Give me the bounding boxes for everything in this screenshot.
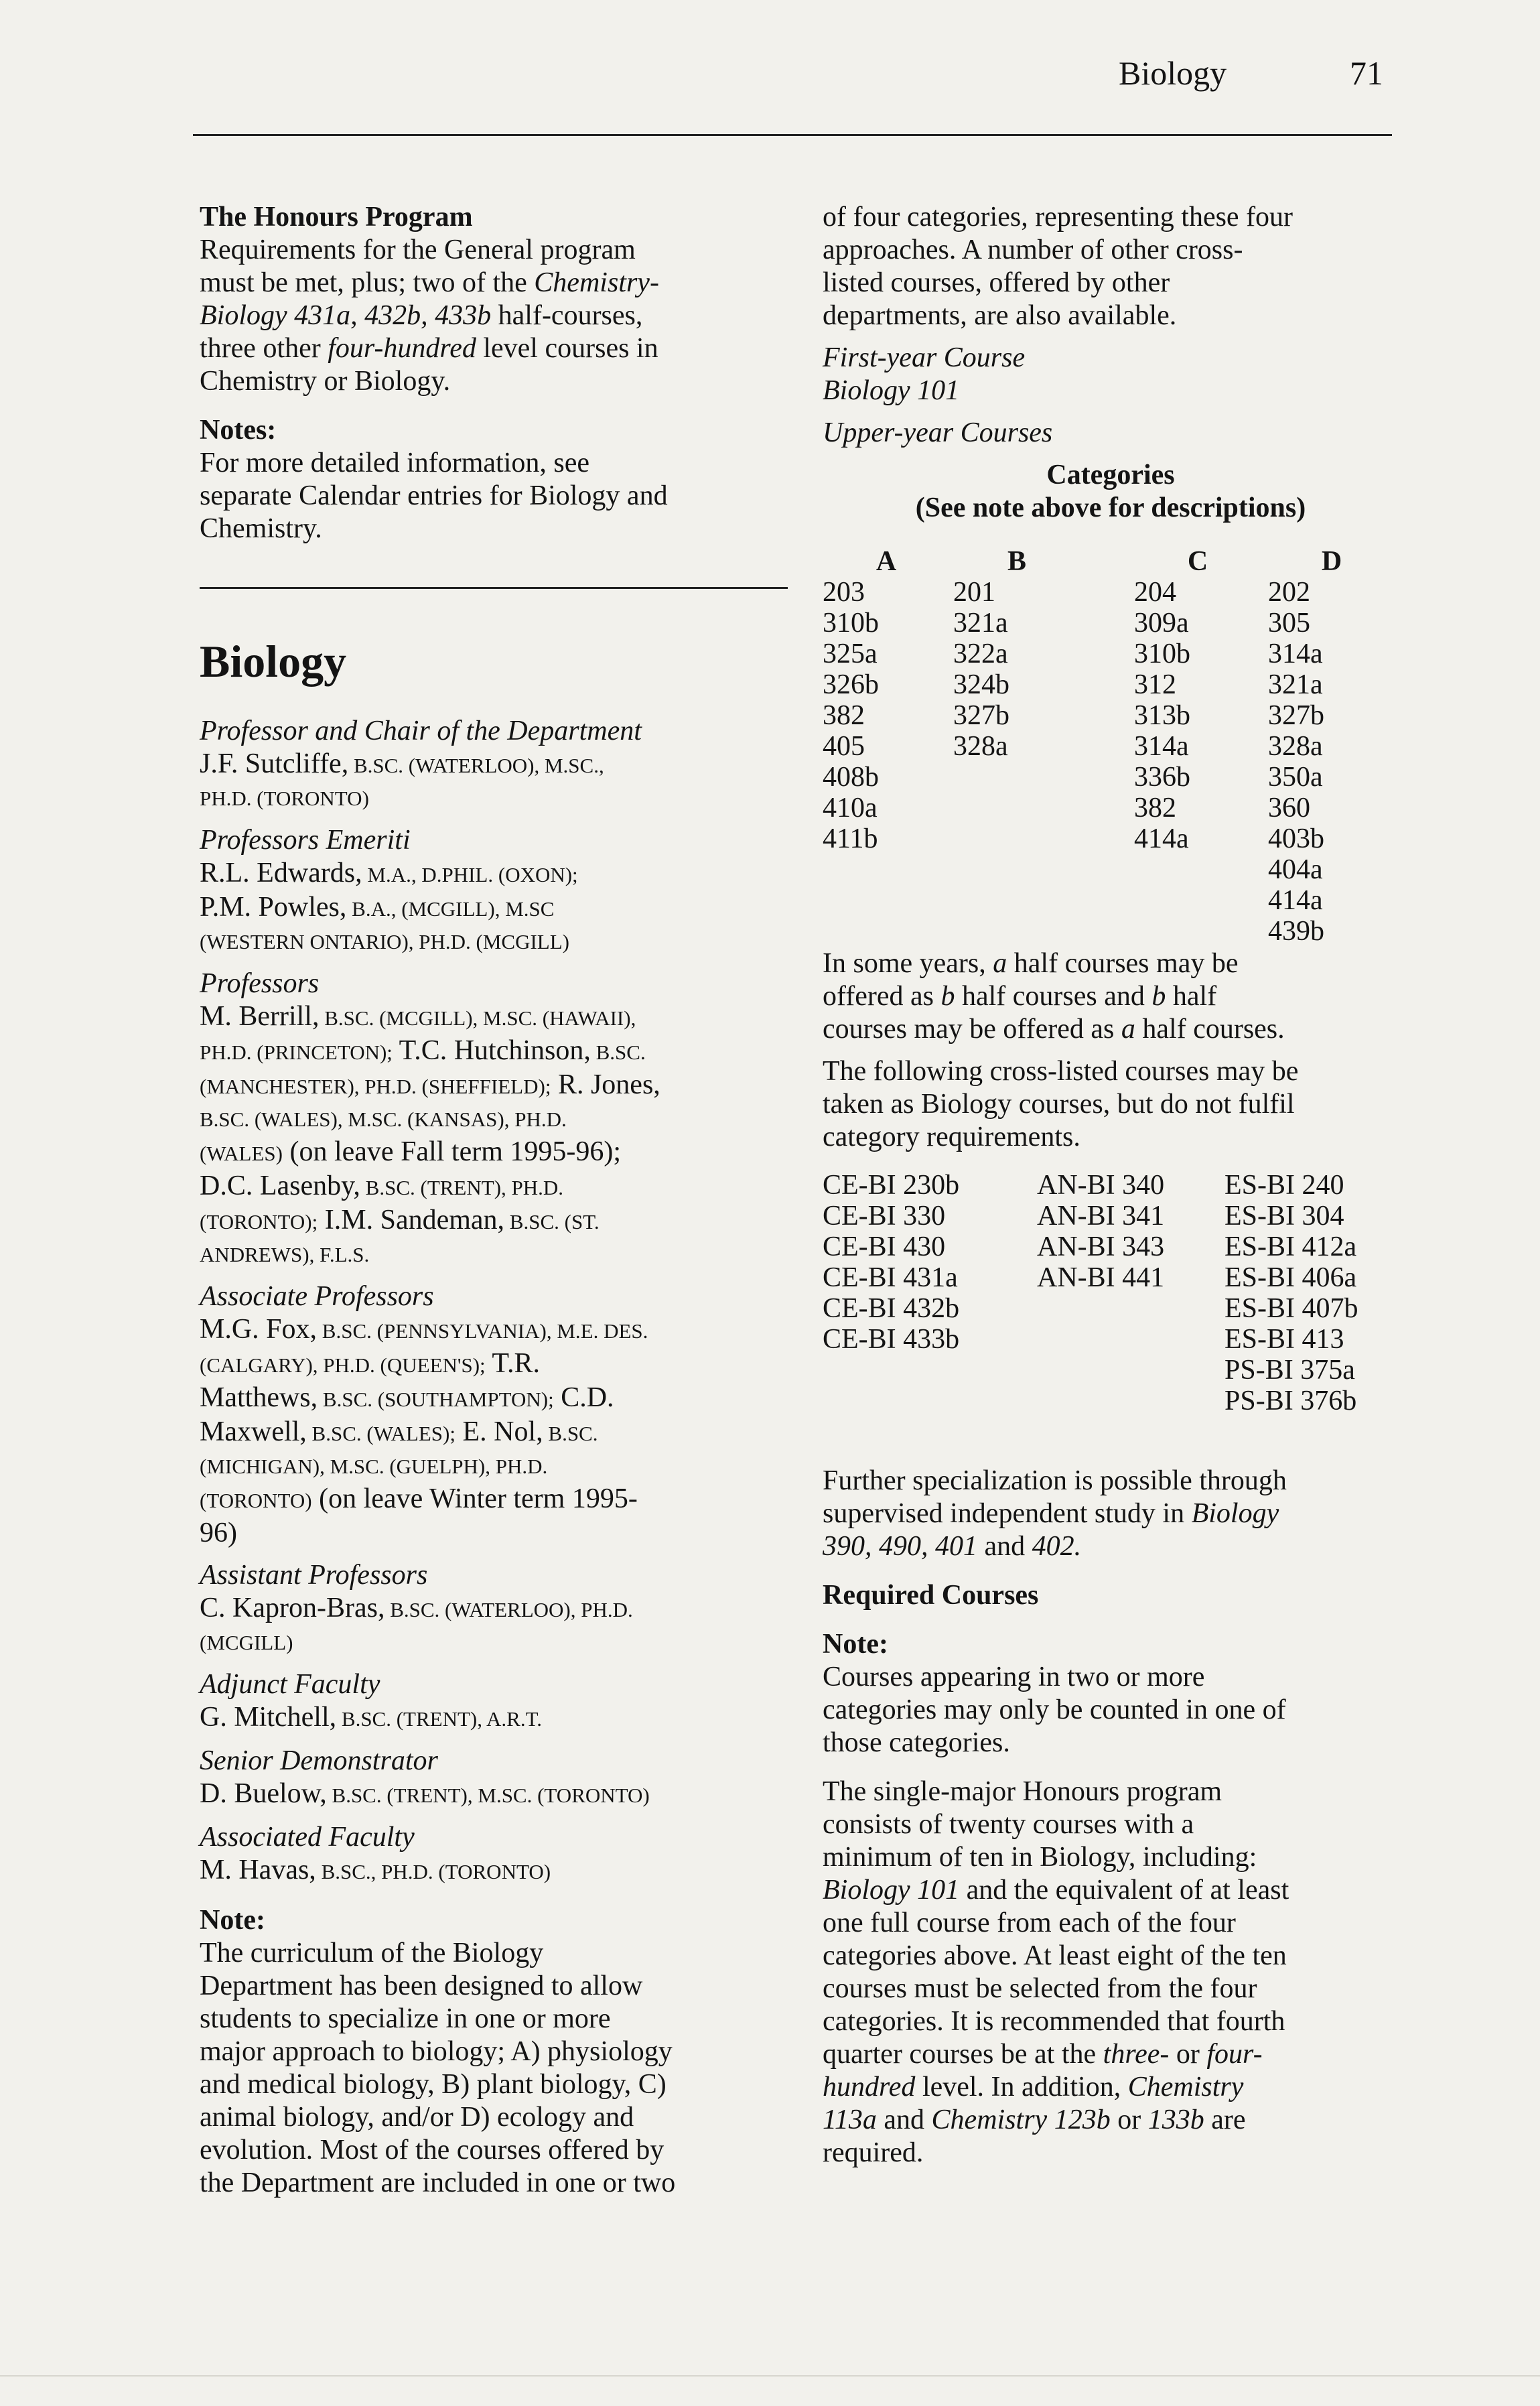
- cross-listed-item: AN-BI 343: [1037, 1231, 1165, 1262]
- category-item: 310b: [1134, 639, 1190, 669]
- cross-listed-column-ce: [823, 1170, 959, 1355]
- category-item: 313b: [1134, 700, 1190, 731]
- cross-listed-item: ES-BI 413: [1224, 1324, 1344, 1355]
- curriculum-note-continued: of four categories, representing these four approaches. A number of other cross- listed courses, offered by other departments, are also available.: [823, 202, 1293, 331]
- categories-title: Categories: [1046, 460, 1175, 490]
- category-item: 314a: [1134, 731, 1189, 762]
- categories-table: [823, 459, 1399, 947]
- category-item: 201: [953, 577, 995, 608]
- category-item: 203: [823, 577, 865, 608]
- category-item: 321a: [1268, 669, 1323, 700]
- scan-edge-line: [0, 2375, 1540, 2377]
- category-header-a: A: [876, 546, 897, 577]
- honours-notes-heading: Notes:: [200, 415, 277, 446]
- header-rule: [193, 134, 1392, 136]
- cross-listed-item: CE-BI 430: [823, 1231, 946, 1262]
- category-item: 410a: [823, 793, 878, 823]
- category-item: 382: [823, 700, 865, 731]
- faculty-title-emeriti: Professors Emeriti: [200, 825, 411, 856]
- faculty-title-adjunct: Adjunct Faculty: [200, 1669, 380, 1700]
- category-item: 414a: [1268, 885, 1323, 916]
- required-note-text: Courses appearing in two or more categories may only be counted in one of those categories.: [823, 1662, 1286, 1758]
- further-specialization: Further specialization is possible through supervised independent study in Biology 390, 490, 401 and 402.: [823, 1465, 1287, 1562]
- cross-listed-item: PS-BI 375a: [1224, 1355, 1355, 1386]
- category-item: 305: [1268, 608, 1310, 639]
- faculty-title-associate: Associate Professors: [200, 1281, 434, 1312]
- category-item: 327b: [953, 700, 1009, 731]
- cross-listed-table: [823, 1170, 1399, 1465]
- required-note-heading: Note:: [823, 1629, 888, 1660]
- category-item: 327b: [1268, 700, 1324, 731]
- category-item: 382: [1134, 793, 1176, 823]
- cross-listed-item: CE-BI 432b: [823, 1293, 960, 1324]
- category-item: 322a: [953, 639, 1008, 669]
- category-item: 309a: [1134, 608, 1189, 639]
- cross-listed-intro: The following cross-listed courses may be taken as Biology courses, but do not fulfil category requirements.: [823, 1056, 1299, 1152]
- category-item: 328a: [953, 731, 1008, 762]
- category-column-b: [953, 546, 1080, 762]
- cross-listed-item: ES-BI 407b: [1224, 1293, 1358, 1324]
- cross-listed-item: CE-BI 433b: [823, 1324, 960, 1355]
- cross-listed-item: ES-BI 412a: [1224, 1231, 1357, 1262]
- category-item: 404a: [1268, 854, 1323, 885]
- honours-text: Requirements for the General program must be met, plus; two of the Chemistry- Biology 431a, 432b, 433b half-courses, three other four-hundred level courses in Chemistry or Biology.: [200, 235, 659, 397]
- curriculum-note-text: The curriculum of the Biology Department has been designed to allow students to specialize in one or more major approach to biology; A) physiology and medical biology, B) plant biology, C) animal biology, and/or D) ecology and evolution. Most of the courses offered by the Department are included in one or two: [200, 1938, 676, 2198]
- category-item: 325a: [823, 639, 878, 669]
- cross-listed-item: ES-BI 304: [1224, 1201, 1344, 1231]
- category-column-d: [1268, 546, 1395, 947]
- category-item: 405: [823, 731, 865, 762]
- category-item: 321a: [953, 608, 1008, 639]
- honours-section: [200, 201, 789, 545]
- cross-listed-item: PS-BI 376b: [1224, 1386, 1357, 1416]
- category-column-a: [823, 546, 950, 854]
- category-item: 336b: [1134, 762, 1190, 793]
- category-item: 204: [1134, 577, 1176, 608]
- faculty-title-associated: Associated Faculty: [200, 1822, 415, 1853]
- faculty-title-chair: Professor and Chair of the Department: [200, 716, 642, 746]
- category-item: 408b: [823, 762, 879, 793]
- faculty-title-senior-demonstrator: Senior Demonstrator: [200, 1745, 438, 1776]
- left-column: [200, 201, 789, 2200]
- category-item: 360: [1268, 793, 1310, 823]
- upper-year-courses-heading: Upper-year Courses: [823, 417, 1053, 448]
- cross-listed-item: AN-BI 341: [1037, 1201, 1165, 1231]
- category-item: 310b: [823, 608, 879, 639]
- first-year-course: Biology 101: [823, 375, 960, 406]
- cross-listed-item: CE-BI 330: [823, 1201, 946, 1231]
- category-item: 202: [1268, 577, 1310, 608]
- right-column: [823, 201, 1399, 2169]
- category-item: 324b: [953, 669, 1009, 700]
- category-item: 312: [1134, 669, 1176, 700]
- running-header-title: Biology: [1119, 54, 1227, 92]
- honours-notes-text: For more detailed information, see separate Calendar entries for Biology and Chemistry.: [200, 448, 668, 544]
- category-header-c: C: [1187, 546, 1208, 577]
- cross-listed-item: CE-BI 431a: [823, 1262, 958, 1293]
- category-header-d: D: [1321, 546, 1342, 577]
- cross-listed-column-es-ps: [1224, 1170, 1358, 1416]
- section-divider: [200, 587, 788, 589]
- faculty-title-professors: Professors: [200, 968, 320, 999]
- category-item: 411b: [823, 823, 878, 854]
- faculty-list: Professor and Chair of the Department J.F. Sutcliffe, B.SC. (WATERLOO), M.SC., PH.D. (TORONTO) Professors Emeriti R.L. Edwards, M.A., D.PHIL. (OXON); P.M. Powles, B.A., (MCGILL), M.SC (WESTERN ONTARIO), PH.D. (MCGILL) Professors M. Berrill, B.SC. (MCGILL), M.SC. (HAWAII), PH.D. (PRINCETON); T.C. Hutchinson, B.SC. (MANCHESTER), PH.D. (SHEFFIELD); R. Jones, B.SC. (WALES), M.SC. (KANSAS), PH.D. (WALES) (on leave Fall term 1995-96); D.C. Lasenby, B.SC. (TRENT), PH.D. (TORONTO); I.M. Sandeman, B.SC. (ST. ANDREWS), F.L.S. Associate Professors M.G. Fox, B.SC. (PENNSYLVANIA), M.E. DES. (CALGARY), PH.D. (QUEEN'S); T.R. Matthews, B.SC. (SOUTHAMPTON); C.D. Maxwell, B.SC. (WALES); E. Nol, B.SC. (MICHIGAN), M.SC. (GUELPH), PH.D. (TORONTO) (on leave Winter term 1995- 96) Assistant Professors C. Kapron-Bras, B.SC. (WATERLOO), PH.D. (MCGILL) Adjunct Faculty G. Mitchell, B.SC. (TRENT), A.R.T. Senior Demonstrator D. Buelow, B.SC. (TRENT), M.SC. (TORONTO) Associated Faculty M. Havas, B.SC., PH.D. (TORONTO) Note: The curriculum of the Biology Department has been designed to allow students to specialize in one or more major approach to biology; A) physiology and medical biology, B) plant biology, C) animal biology, and/or D) ecology and evolution. Most of the courses offered by the Department are included in one or two: [200, 715, 789, 2200]
- category-header-b: B: [1007, 546, 1026, 577]
- honours-heading: The Honours Program: [200, 202, 473, 232]
- cross-listed-item: ES-BI 240: [1224, 1170, 1344, 1201]
- category-item: 350a: [1268, 762, 1323, 793]
- category-item: 314a: [1268, 639, 1323, 669]
- cross-listed-column-an: [1037, 1170, 1164, 1293]
- cross-listed-item: CE-BI 230b: [823, 1170, 960, 1201]
- first-year-course-heading: First-year Course: [823, 342, 1026, 373]
- cross-listed-item: AN-BI 441: [1037, 1262, 1165, 1293]
- curriculum-note-heading: Note:: [200, 1905, 265, 1936]
- category-item: 403b: [1268, 823, 1324, 854]
- required-courses-heading: Required Courses: [823, 1580, 1039, 1611]
- categories-subtitle: (See note above for descriptions): [915, 492, 1306, 523]
- single-major-honours-text: The single-major Honours program consists of twenty courses with a minimum of ten in Biology, including: Biology 101 and the equivalent of at least one full course from each of the four categories above. At least eight of the ten courses must be selected from the four categories. It is recommended that fourth quarter courses be at the three- or four- hundred level. In addition, Chemistry 113a and Chemistry 123b or 133b are required.: [823, 1776, 1289, 2168]
- category-item: 414a: [1134, 823, 1189, 854]
- half-course-note: In some years, a half courses may be offered as b half courses and b half courses may be offered as a half courses.: [823, 948, 1285, 1045]
- cross-listed-item: ES-BI 406a: [1224, 1262, 1357, 1293]
- faculty-title-assistant: Assistant Professors: [200, 1560, 428, 1591]
- category-item: 328a: [1268, 731, 1323, 762]
- category-column-c: [1134, 546, 1261, 854]
- cross-listed-item: AN-BI 340: [1037, 1170, 1165, 1201]
- category-item: 439b: [1268, 916, 1324, 947]
- section-heading-biology: Biology: [200, 636, 347, 687]
- page-number: 71: [1350, 54, 1383, 92]
- category-item: 326b: [823, 669, 879, 700]
